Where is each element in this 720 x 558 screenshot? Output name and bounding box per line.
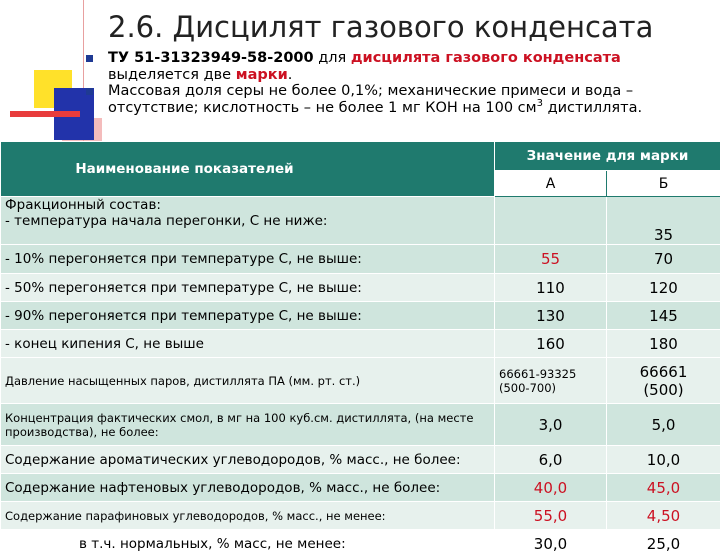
row-label: Фракционный состав: - температура начала перегонки, С не ниже: xyxy=(1,197,495,245)
table-row xyxy=(1,245,720,274)
row-label: - 10% перегоняется при температуре С, не выше: xyxy=(1,245,495,274)
row-label: Содержание ароматических углеводородов, % масс., не более: xyxy=(1,446,495,474)
row-label: в т.ч. нормальных, % масс, не менее: xyxy=(1,530,495,558)
row-value-b: 45,0 xyxy=(607,474,720,502)
header-grade-a: А xyxy=(495,171,607,197)
table-header-row xyxy=(1,142,720,171)
header-indicator: Наименование показателей xyxy=(1,142,495,197)
row-label: Содержание парафиновых углеводородов, % масс., не менее: xyxy=(1,502,495,530)
header-value: Значение для марки xyxy=(495,142,720,171)
table-row xyxy=(1,330,720,358)
row-value-a xyxy=(495,197,607,245)
row-value-b: 5,0 xyxy=(607,404,720,446)
page-title: 2.6. Дисцилят газового конденсата xyxy=(108,10,653,44)
table-row xyxy=(1,274,720,302)
spec-code: ТУ 51-31323949-58-2000 xyxy=(108,50,314,66)
table-row xyxy=(1,358,720,404)
bullet-text: Массовая доля серы не более 0,1%; механические примеси и вода – отсутствие; кислотность – не более 1 мг КОН на 100 см xyxy=(108,83,633,116)
bullet-text: . xyxy=(288,67,293,83)
row-value-a: 30,0 xyxy=(495,530,607,558)
row-value-a: 3,0 xyxy=(495,404,607,446)
row-value-b: 35 xyxy=(607,197,720,245)
table-row xyxy=(1,302,720,330)
highlight-grades: марки xyxy=(236,67,288,83)
row-value-b: 66661 (500) xyxy=(607,358,720,404)
row-label: Содержание нафтеновых углеводородов, % масс., не более: xyxy=(1,474,495,502)
spec-table xyxy=(0,141,720,558)
table-row xyxy=(1,197,720,245)
bullet-text: для xyxy=(314,50,351,66)
table-row xyxy=(1,474,720,502)
row-value-a: 66661-93325 (500-700) xyxy=(495,358,607,404)
row-label: - конец кипения С, не выше xyxy=(1,330,495,358)
row-value-b: 10,0 xyxy=(607,446,720,474)
row-value-b: 25,0 xyxy=(607,530,720,558)
bullet-text: дистиллята. xyxy=(543,100,642,116)
row-value-a: 55 xyxy=(495,245,607,274)
bullet-list xyxy=(86,50,716,116)
bullet-square-icon xyxy=(86,55,93,62)
row-label: - 50% перегоняется при температуре С, не выше: xyxy=(1,274,495,302)
row-value-a: 40,0 xyxy=(495,474,607,502)
row-value-a: 160 xyxy=(495,330,607,358)
row-value-b: 70 xyxy=(607,245,720,274)
table-row xyxy=(1,530,720,558)
bullet-item-spec xyxy=(86,50,716,83)
row-value-b: 145 xyxy=(607,302,720,330)
header-grade-b: Б xyxy=(607,171,720,197)
row-value-b: 120 xyxy=(607,274,720,302)
row-value-a: 55,0 xyxy=(495,502,607,530)
row-label: - 90% перегоняется при температуре С, не выше: xyxy=(1,302,495,330)
decor-red-bar xyxy=(10,111,80,117)
superscript: 3 xyxy=(537,98,543,109)
table-row xyxy=(1,446,720,474)
row-value-b: 4,50 xyxy=(607,502,720,530)
table-row xyxy=(1,502,720,530)
highlight-product: дисцилята газового конденсата xyxy=(351,50,621,66)
bullet-item-sulfur xyxy=(86,83,716,116)
row-value-a: 6,0 xyxy=(495,446,607,474)
bullet-text: выделяется две xyxy=(108,67,236,83)
row-value-a: 130 xyxy=(495,302,607,330)
row-label: Концентрация фактических смол, в мг на 100 куб.см. дистиллята, (на месте производства), не более: xyxy=(1,404,495,446)
row-label: Давление насыщенных паров, дистиллята ПА (мм. рт. ст.) xyxy=(1,358,495,404)
bullet-square-icon xyxy=(86,88,93,95)
table-row xyxy=(1,404,720,446)
row-value-b: 180 xyxy=(607,330,720,358)
row-value-a: 110 xyxy=(495,274,607,302)
